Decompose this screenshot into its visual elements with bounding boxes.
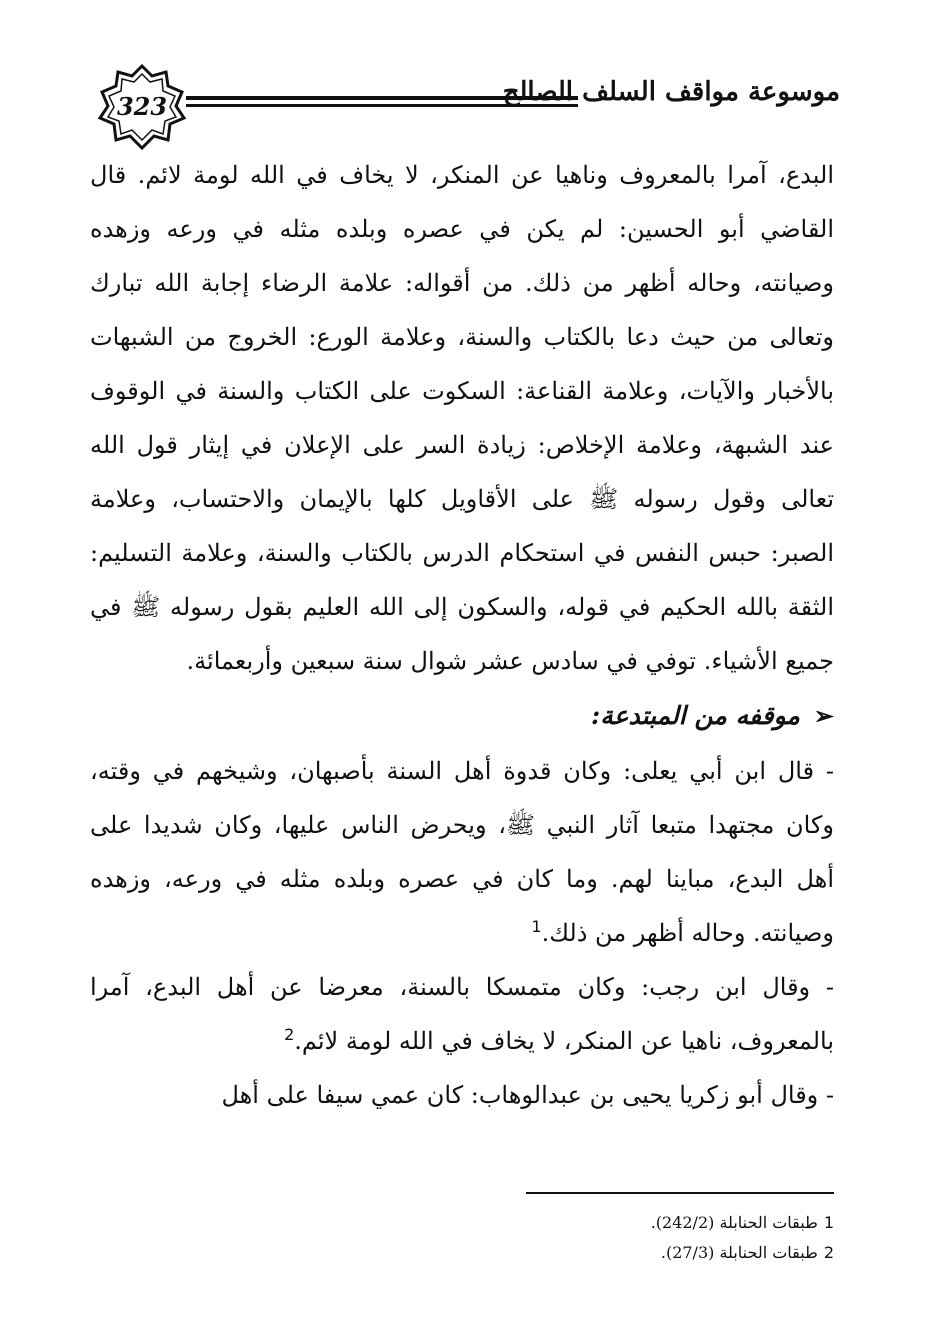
footnote-separator — [526, 1192, 834, 1194]
footnote-item — [440, 1208, 834, 1238]
arrow-bullet-icon: ➢ — [813, 701, 834, 730]
quote-text: - وقال ابن رجب: وكان متمسكا بالسنة، معرضا عن أهل البدع، آمرا بالمعروف، ناهيا عن المنكر، لا يخاف في الله لومة لائم. — [90, 973, 834, 1055]
footnote-number: 1 — [823, 1213, 834, 1232]
quote-paragraph — [90, 744, 834, 960]
footnote-item — [440, 1238, 834, 1268]
main-text — [90, 148, 834, 1122]
page-number-badge — [96, 64, 188, 152]
book-title: موسوعة مواقف السلف الصالح — [502, 77, 840, 107]
quote-text: - وقال أبو زكريا يحيى بن عبدالوهاب: كان عمي سيفا على أهل — [221, 1081, 834, 1109]
footnote-ref[interactable]: 1 — [531, 917, 542, 936]
section-heading — [90, 688, 834, 744]
quote-paragraph — [90, 960, 834, 1068]
footnote-number: 2 — [823, 1243, 834, 1262]
footnote-text: طبقات الحنابلة (242/2). — [650, 1213, 818, 1232]
page-header — [0, 0, 932, 140]
quote-paragraph — [90, 1068, 834, 1122]
page-number: 323 — [116, 92, 168, 121]
footnotes — [440, 1208, 834, 1268]
section-heading-text: موقفه من المبتدعة: — [590, 701, 800, 730]
footnote-text: طبقات الحنابلة (27/3). — [660, 1243, 818, 1262]
quote-text: - قال ابن أبي يعلى: وكان قدوة أهل السنة بأصبهان، وشيخهم في وقته، وكان مجتهدا متبعا آثار النبي ﷺ، ويحرض الناس عليها، وكان شديدا على أهل البدع، مباينا لهم. وما كان في عصره وبلده مثله في ورعه، وزهده وصيانته. وحاله أظهر من ذلك. — [90, 757, 834, 947]
biography-paragraph: البدع، آمرا بالمعروف وناهيا عن المنكر، لا يخاف في الله لومة لائم. قال القاضي أبو الحسين: لم يكن في عصره وبلده مثله في ورعه وزهده وصيانته، وحاله أظهر من ذلك. من أقواله: علامة الرضاء إجابة الله تبارك وتعالى من حيث دعا بالكتاب والسنة، وعلامة الورع: الخروج من الشبهات بالأخبار والآيات، وعلامة القناعة: السكوت على الكتاب والسنة في الوقوف عند الشبهة، وعلامة الإخلاص: زيادة السر على الإعلان في إيثار قول الله تعالى وقول رسوله ﷺ على الأقاويل كلها بالإيمان والاحتساب، وعلامة الصبر: حبس النفس في استحكام الدرس بالكتاب والسنة، وعلامة التسليم: الثقة بالله الحكيم في قوله، والسكون إلى الله العليم بقول رسوله ﷺ في جميع الأشياء. توفي في سادس عشر شوال سنة سبعين وأربعمائة. — [90, 161, 834, 675]
footnote-ref[interactable]: 2 — [284, 1025, 295, 1044]
